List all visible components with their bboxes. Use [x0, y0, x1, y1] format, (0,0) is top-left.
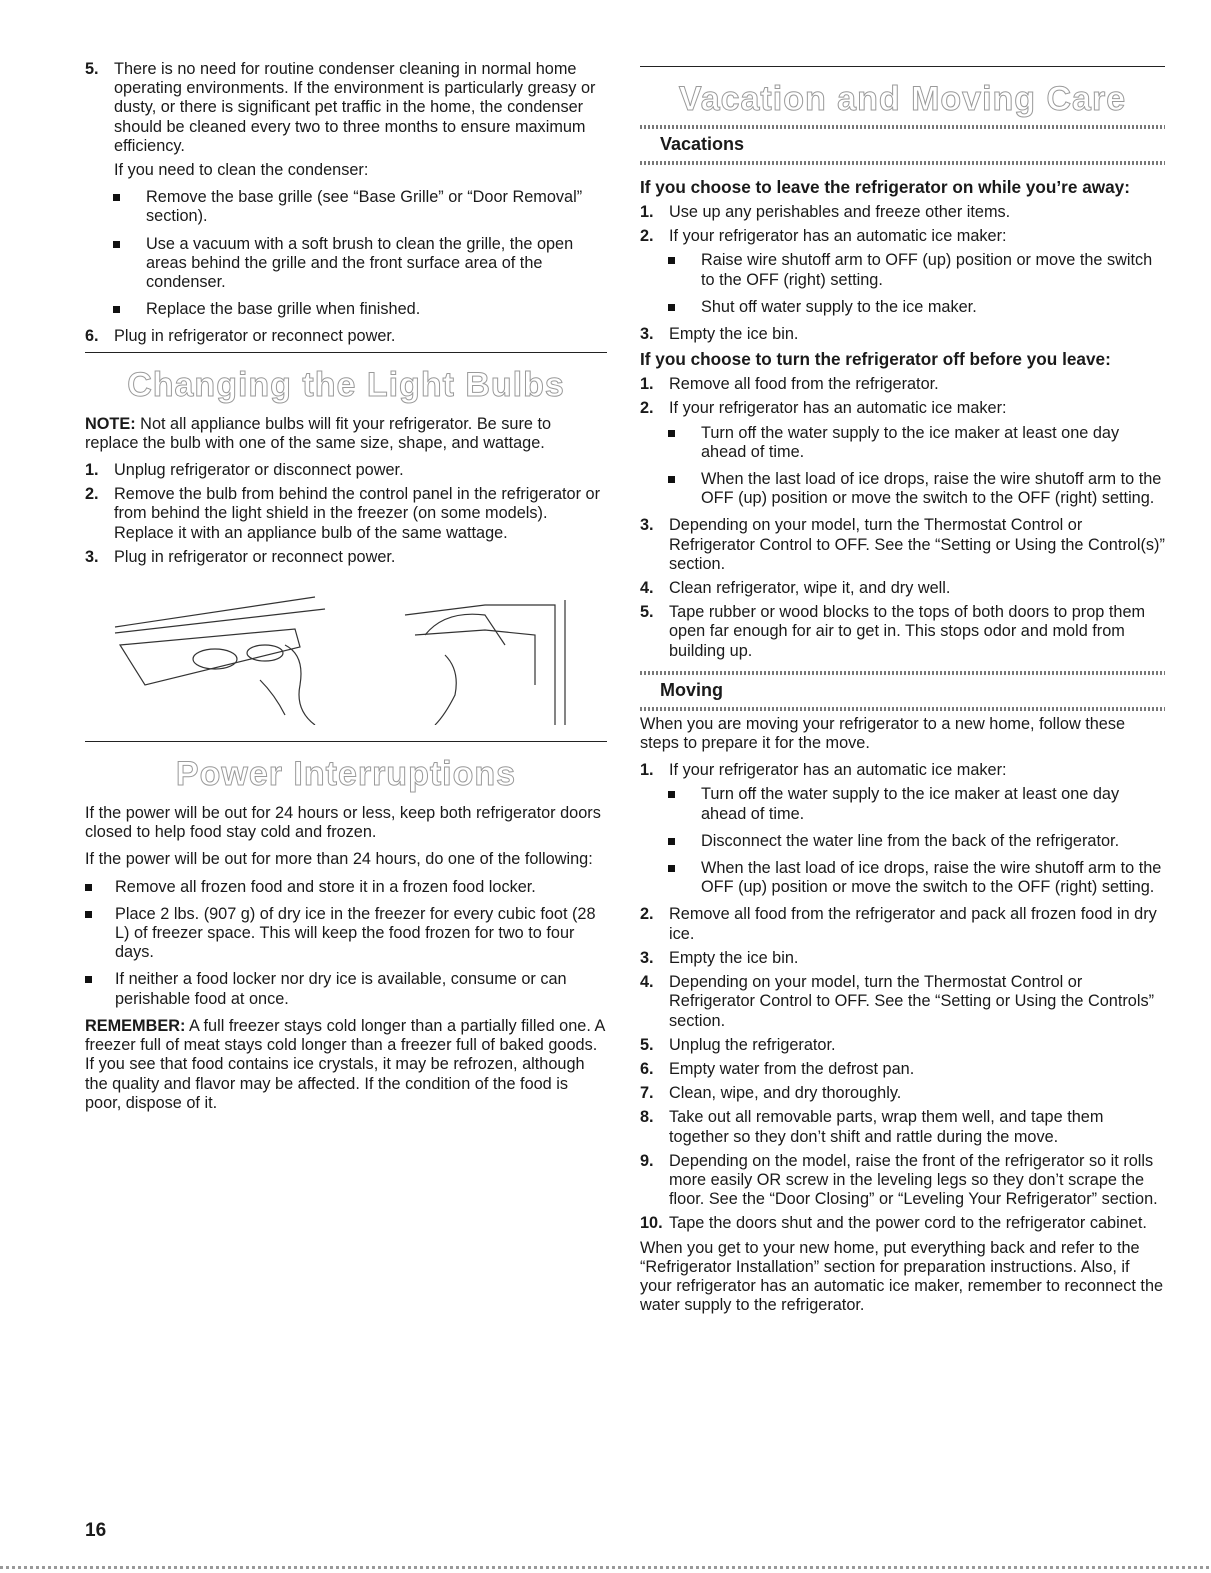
- bullet-icon: [113, 306, 120, 313]
- section-divider: [85, 741, 607, 742]
- vacation-step: 3. Empty the ice bin.: [640, 325, 799, 344]
- bullet-icon: [85, 976, 92, 983]
- vacation-step: 2. If your refrigerator has an automatic ice maker:: [640, 227, 1007, 246]
- step-number: 5.: [85, 60, 99, 78]
- moving-step: 2. Remove all food from the refrigerator and pack all frozen food in dry ice.: [640, 905, 1157, 943]
- condenser-bullet: Use a vacuum with a soft brush to clean the grille, the open areas behind the grille and the front surface area of the condenser.: [85, 235, 607, 293]
- moving-bullet: Turn off the water supply to the ice maker at least one day ahead of time.: [640, 785, 1165, 823]
- power-remember: REMEMBER: A full freezer stays cold longer than a partially filled one. A freezer full of meat stays cold longer than a freezer full of baked goods. If you see that food contains ice crystals, it may be refrozen, although the quality and flavor may be affected. If the condition of the food is poor, dispose of it.: [85, 1016, 605, 1112]
- power-bullet: Place 2 lbs. (907 g) of dry ice in the freezer for every cubic foot (28 L) of freezer space. This will keep the food frozen for two to four days.: [85, 905, 607, 963]
- bulb-removal-drawing: [85, 585, 607, 725]
- bullet-icon: [668, 304, 675, 311]
- bullet-icon: [668, 257, 675, 264]
- section-divider: [85, 352, 607, 353]
- dotted-divider: [640, 161, 1165, 165]
- step-number: 6.: [85, 327, 99, 346]
- moving-step: 4. Depending on your model, turn the Thermostat Control or Refrigerator Control to OFF. See the “Setting or Using the Controls” section.: [640, 973, 1155, 1030]
- left-column: [85, 60, 607, 1121]
- step-text: Plug in refrigerator or reconnect power.: [114, 327, 396, 346]
- moving-step: 10. Tape the doors shut and the power cord to the refrigerator cabinet.: [640, 1214, 1147, 1233]
- light-bulb-illustration: [85, 585, 607, 725]
- page-number: 16: [85, 1520, 107, 1541]
- vacation-bullet: Turn off the water supply to the ice maker at least one day ahead of time.: [640, 424, 1165, 462]
- bulbs-section-title: Changing the Light Bulbs: [127, 365, 565, 404]
- moving-step: 1. If your refrigerator has an automatic ice maker:: [640, 761, 1007, 780]
- right-column: [640, 60, 1165, 1323]
- moving-step: 7. Clean, wipe, and dry thoroughly.: [640, 1084, 902, 1103]
- vacation-step: 4. Clean refrigerator, wipe it, and dry well.: [640, 579, 951, 598]
- step-text: There is no need for routine condenser cleaning in normal home operating environments. If the environment is particularly greasy or dusty, or there is significant pet traffic in the home, the condenser should be cleaned every two to three months to ensure maximum efficiency.: [114, 60, 596, 155]
- vacation-bullet: Shut off water supply to the ice maker.: [640, 298, 1165, 317]
- power-paragraph: If the power will be out for 24 hours or less, keep both refrigerator doors closed to help food stay cold and frozen.: [85, 804, 601, 842]
- bullet-icon: [113, 241, 120, 248]
- vacation-step: 3. Depending on your model, turn the Thermostat Control or Refrigerator Control to OFF. See the “Setting or Using the Control(s)” section.: [640, 516, 1165, 573]
- moving-closing: When you get to your new home, put everything back and refer to the “Refrigerator Installation” section for preparation instructions. Also, if your refrigerator has an automatic ice maker, remember to reconnect the water supply to the refrigerator.: [640, 1238, 1164, 1315]
- dotted-divider: [640, 707, 1165, 711]
- moving-intro: When you are moving your refrigerator to a new home, follow these steps to prepare it for the move.: [640, 714, 1126, 753]
- vacations-subtitle: Vacations: [660, 134, 745, 154]
- condenser-bullet: Remove the base grille (see “Base Grille” or “Door Removal” section).: [85, 188, 607, 226]
- bullet-icon: [113, 194, 120, 201]
- vacation-step: 5. Tape rubber or wood blocks to the tops of both doors to prop them open far enough for air to get in. This stops odor and mold from building up.: [640, 603, 1146, 660]
- condenser-bullet: Replace the base grille when finished.: [85, 300, 607, 319]
- bulbs-step: 2. Remove the bulb from behind the control panel in the refrigerator or from behind the light shield in the freezer (on some models). Replace it with an appliance bulb of the same wattage.: [85, 485, 600, 542]
- bulbs-step: 3. Plug in refrigerator or reconnect power.: [85, 547, 396, 566]
- bullet-icon: [85, 884, 92, 891]
- moving-step: 6. Empty water from the defrost pan.: [640, 1059, 915, 1078]
- moving-step: 5. Unplug the refrigerator.: [640, 1035, 836, 1054]
- bullet-icon: [668, 430, 675, 437]
- moving-subtitle: Moving: [660, 679, 723, 700]
- vacation-step: 1. Remove all food from the refrigerator.: [640, 375, 939, 394]
- moving-bullet: When the last load of ice drops, raise the wire shutoff arm to the OFF (up) position or move the switch to the OFF (right) setting.: [640, 859, 1165, 897]
- power-bullet: Remove all frozen food and store it in a frozen food locker.: [85, 878, 607, 897]
- power-bullet: If neither a food locker nor dry ice is available, consume or can perishable food at once.: [85, 970, 607, 1008]
- vacation-section-title: Vacation and Moving Care: [678, 80, 1127, 118]
- moving-bullet: Disconnect the water line from the back of the refrigerator.: [640, 832, 1165, 851]
- bullet-icon: [668, 865, 675, 872]
- bullet-icon: [85, 911, 92, 918]
- bullet-icon: [668, 791, 675, 798]
- section-divider: [640, 66, 1165, 67]
- vacation-step: 2. If your refrigerator has an automatic ice maker:: [640, 399, 1007, 418]
- dotted-divider: [640, 125, 1165, 129]
- bulbs-note: NOTE: Not all appliance bulbs will fit your refrigerator. Be sure to replace the bulb with one of the same size, shape, and wattage.: [85, 414, 552, 452]
- power-paragraph: If the power will be out for more than 24 hours, do one of the following:: [85, 850, 593, 869]
- moving-step: 9. Depending on the model, raise the front of the refrigerator so it rolls more easily OR screw in the leveling legs so they don’t scrape the floor. See the “Door Closing” or “Leveling Your Refrigerator” section.: [640, 1151, 1158, 1209]
- vacation-off-heading: If you choose to turn the refrigerator off before you leave:: [640, 349, 1111, 370]
- bulbs-step: 1. Unplug refrigerator or disconnect power.: [85, 461, 404, 480]
- condenser-step-6: [85, 327, 607, 346]
- moving-step: 8. Take out all removable parts, wrap them well, and tape them together so they don’t shift and rattle during the move.: [640, 1108, 1104, 1146]
- power-section-title: Power Interruptions: [175, 755, 517, 794]
- condenser-intro: If you need to clean the condenser:: [114, 161, 369, 180]
- bullet-icon: [668, 476, 675, 483]
- vacation-on-heading: If you choose to leave the refrigerator on while you’re away:: [640, 177, 1130, 197]
- bottom-dashed-rule: [0, 1566, 1211, 1569]
- condenser-step-5: [85, 60, 607, 156]
- bullet-icon: [668, 838, 675, 845]
- vacation-bullet: When the last load of ice drops, raise the wire shutoff arm to the OFF (up) position or move the switch to the OFF (right) setting.: [640, 470, 1165, 508]
- vacation-bullet: Raise wire shutoff arm to OFF (up) position or move the switch to the OFF (right) setting.: [640, 251, 1165, 289]
- dotted-divider: [640, 671, 1165, 675]
- vacation-step: 1. Use up any perishables and freeze other items.: [640, 203, 1011, 221]
- moving-step: 3. Empty the ice bin.: [640, 948, 799, 967]
